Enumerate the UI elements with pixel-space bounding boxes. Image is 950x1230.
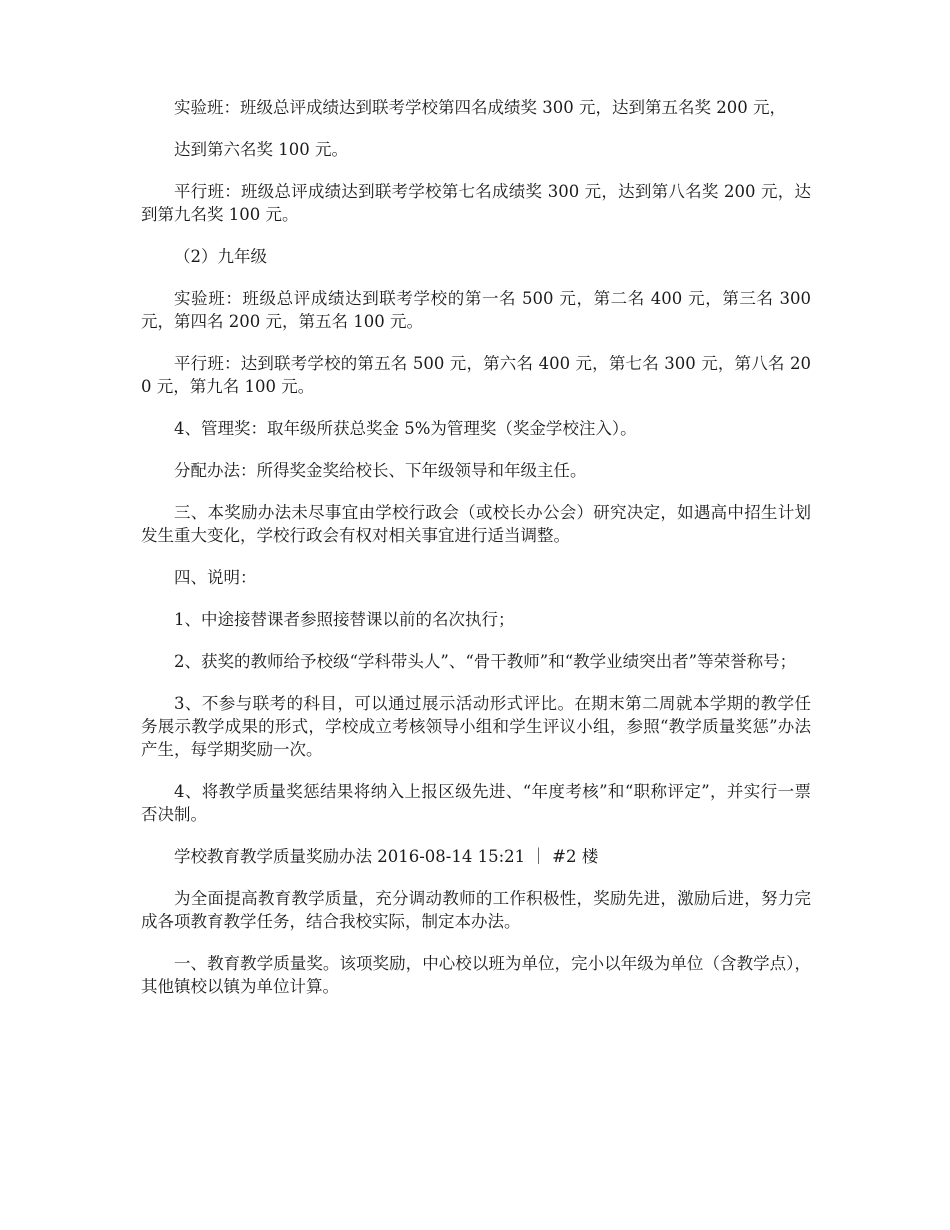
paragraph-management-award: 4、管理奖：取年级所获总奖金 5%为管理奖（奖金学校注入）。 <box>174 419 637 438</box>
paragraph-intro: 为全面提高教育教学质量，充分调动教师的工作积极性，奖励先进，激励后进，努力完成各项教育教学任务，结合我校实际，制定本办法。 <box>141 889 811 931</box>
paragraph-distribution-method: 分配办法：所得奖金奖给校长、下年级领导和年级主任。 <box>174 461 587 480</box>
paragraph-section-three: 三、本奖励办法未尽事宜由学校行政会（或校长办公会）研究决定，如遇高中招生计划发生重大变化，学校行政会有权对相关事宜进行适当调整。 <box>141 503 811 545</box>
paragraph-section-one: 一、教育教学质量奖。该项奖励，中心校以班为单位，完小以年级为单位（含教学点），其他镇校以镇为单位计算。 <box>141 954 811 996</box>
paragraph-note-1: 1、中途接替课者参照接替课以前的名次执行； <box>174 610 515 629</box>
paragraph-note-3: 3、不参与联考的科目，可以通过展示活动形式评比。在期末第二周就本学期的教学任务展示教学成果的形式，学校成立考核领导小组和学生评议小组，参照“教学质量奖惩”办法产生，每学期奖励一次。 <box>141 694 811 759</box>
document-body <box>141 96 811 1017</box>
paragraph-experimental-class-grade9: 实验班：班级总评成绩达到联考学校的第一名 500 元，第二名 400 元，第三名 300 元，第四名 200 元，第五名 100 元。 <box>141 289 811 331</box>
paragraph-experimental-class-grade8: 实验班：班级总评成绩达到联考学校第四名成绩奖 300 元，达到第五名奖 200 元， <box>174 98 786 117</box>
post-header-floor-2: 学校教育教学质量奖励办法 2016-08-14 15:21 ｜ #2 楼 <box>174 847 599 866</box>
paragraph-note-4: 4、将教学质量奖惩结果将纳入上报区级先进、“年度考核”和“职称评定”，并实行一票否决制。 <box>141 782 811 824</box>
paragraph-note-2: 2、获奖的教师给予校级“学科带头人”、“骨干教师”和“教学业绩突出者”等荣誉称号； <box>174 652 797 671</box>
section-heading-grade9: （2）九年级 <box>174 247 267 266</box>
paragraph-parallel-class-grade9: 平行班：达到联考学校的第五名 500 元，第六名 400 元，第七名 300 元，第八名 200 元，第九名 100 元。 <box>141 354 811 396</box>
paragraph-sixth-place: 达到第六名奖 100 元。 <box>174 140 348 159</box>
section-heading-notes: 四、说明： <box>174 568 257 587</box>
paragraph-parallel-class-grade8: 平行班：班级总评成绩达到联考学校第七名成绩奖 300 元，达到第八名奖 200 元，达到第九名奖 100 元。 <box>141 182 811 224</box>
